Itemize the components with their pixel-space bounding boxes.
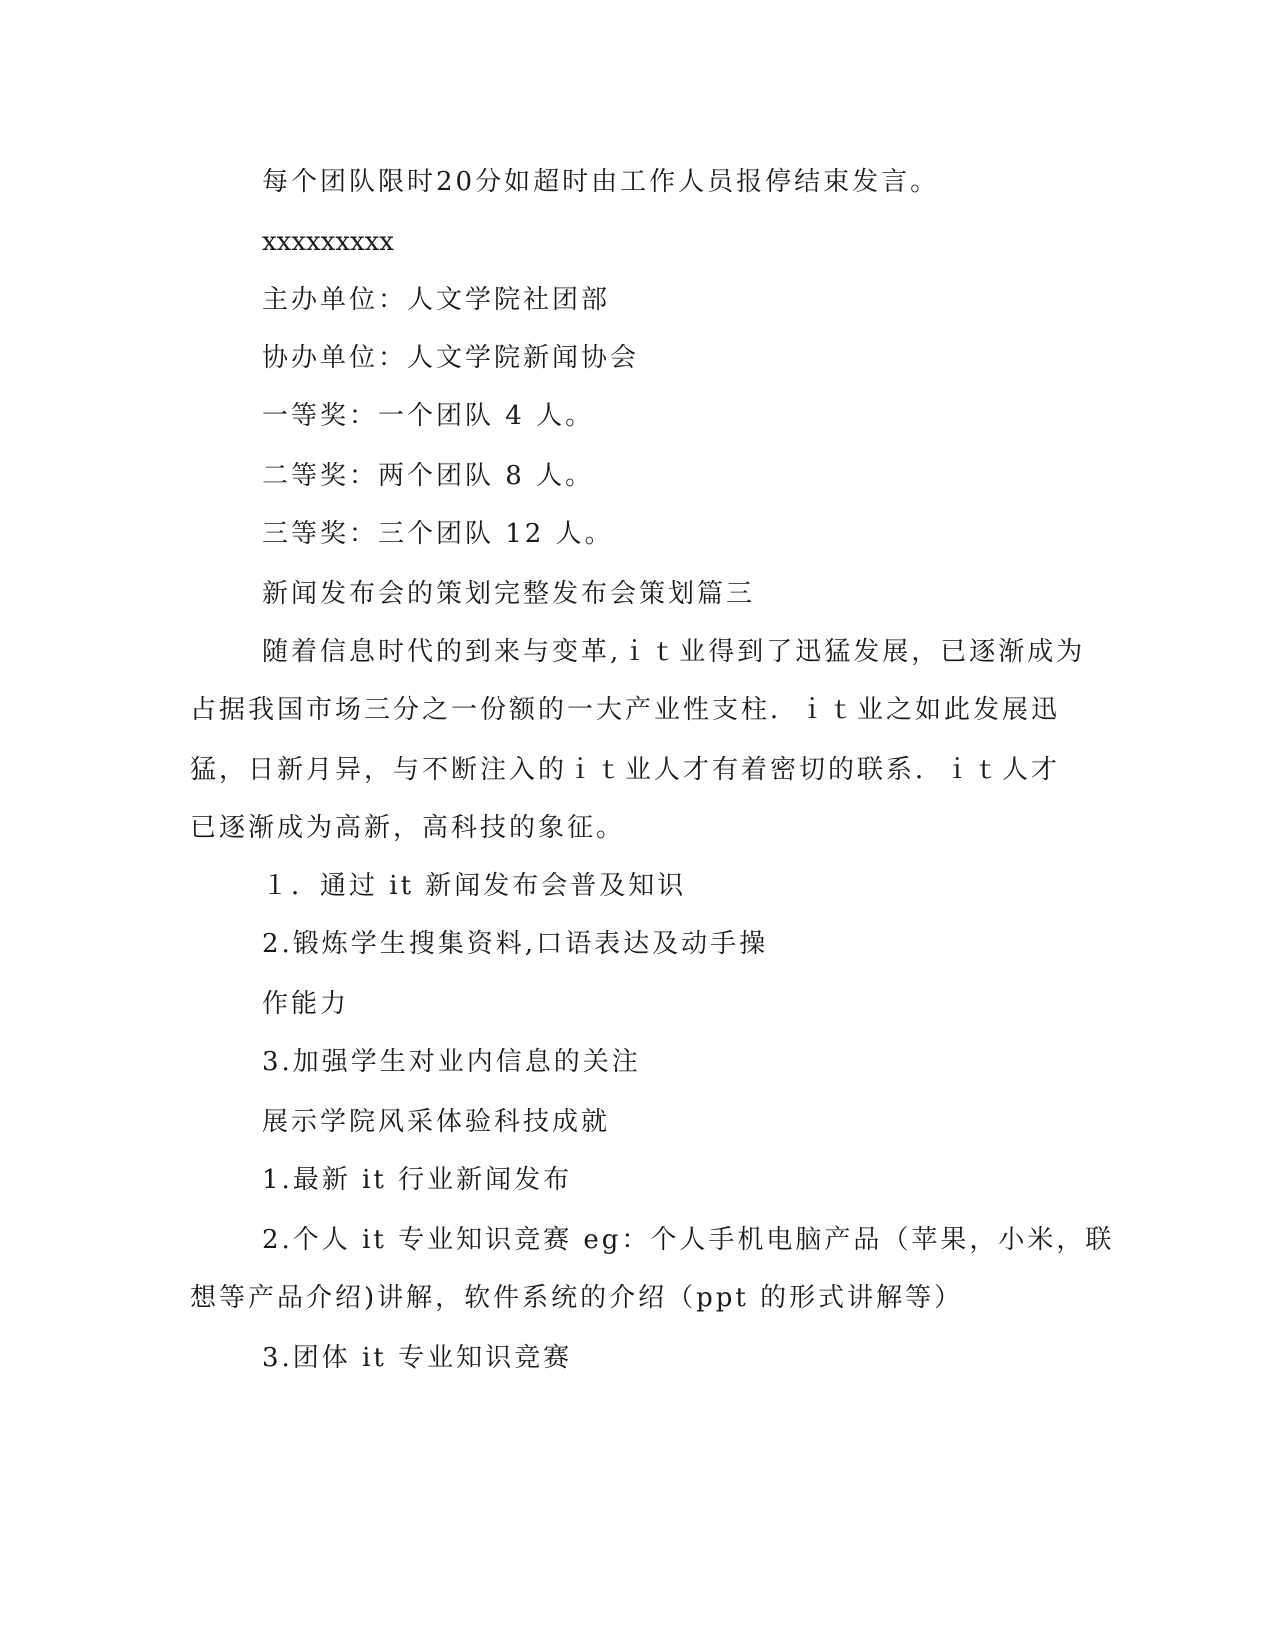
time-limit-line: 每个团队限时20分如超时由工作人员报停结束发言。 — [262, 167, 940, 197]
activity-item-3: 3.团体 it 专业知识竞赛 — [262, 1343, 573, 1373]
section-title: 新闻发布会的策划完整发布会策划篇三 — [262, 579, 756, 609]
paragraph-line-3: 猛，日新月异，与不断注入的ｉｔ业人才有着密切的联系．ｉｔ人才 — [190, 755, 1061, 785]
activity-item-2-continued: 想等产品介绍)讲解，软件系统的介绍（ppt 的形式讲解等） — [190, 1283, 964, 1313]
third-prize-line: 三等奖：三个团队 12 人。 — [262, 519, 614, 549]
theme-line: 展示学院风采体验科技成就 — [262, 1107, 611, 1137]
activity-item-2: 2.个人 it 专业知识竞赛 eg：个人手机电脑产品（苹果，小米，联 — [262, 1225, 1115, 1255]
placeholder-line: xxxxxxxxx — [262, 227, 394, 257]
goal-item-2: 2.锻炼学生搜集资料,口语表达及动手操 — [262, 929, 769, 959]
host-organizer-line: 主办单位：人文学院社团部 — [262, 285, 611, 315]
first-prize-line: 一等奖：一个团队 4 人。 — [262, 401, 595, 431]
paragraph-line-2: 占据我国市场三分之一份额的一大产业性支柱．ｉｔ业之如此发展迅 — [190, 695, 1061, 725]
co-organizer-line: 协办单位：人文学院新闻协会 — [262, 343, 640, 373]
goal-item-2-continued: 作能力 — [262, 989, 350, 1019]
activity-item-1: 1.最新 it 行业新闻发布 — [262, 1165, 573, 1195]
second-prize-line: 二等奖：两个团队 8 人。 — [262, 461, 595, 491]
goal-item-3: 3.加强学生对业内信息的关注 — [262, 1047, 641, 1077]
paragraph-line-1: 随着信息时代的到来与变革,ｉｔ业得到了迅猛发展，已逐渐成为 — [262, 637, 1086, 667]
paragraph-line-4: 已逐渐成为高新，高科技的象征。 — [190, 813, 626, 843]
goal-item-1: １．通过 it 新闻发布会普及知识 — [262, 871, 687, 901]
